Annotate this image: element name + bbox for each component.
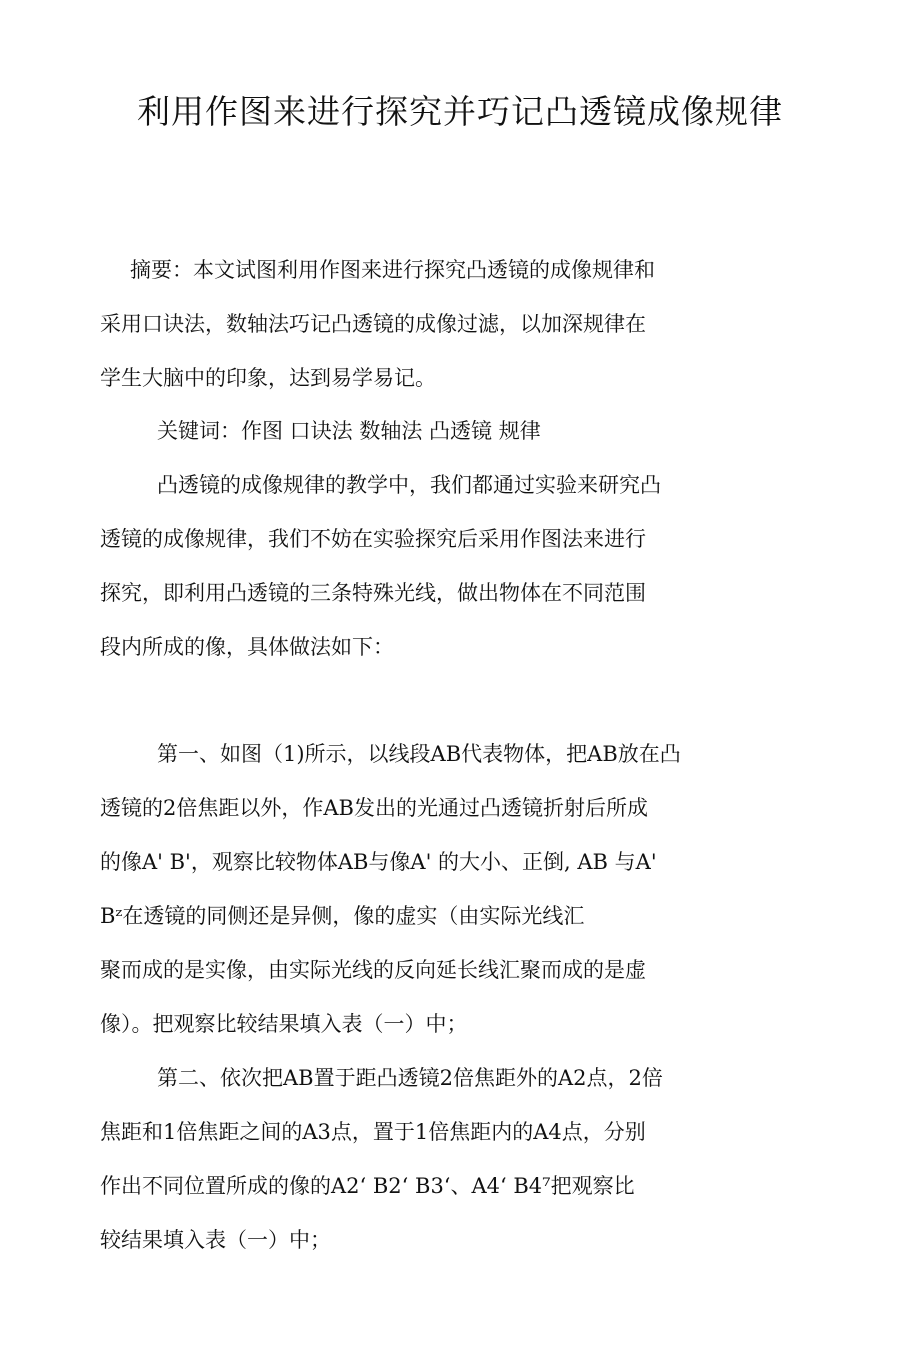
step1-line-2: 透镜的2倍焦距以外，作AB发出的光通过凸透镜折射后所成 bbox=[100, 796, 648, 820]
step2-line-1: 第二、依次把AB置于距凸透镜2倍焦距外的A2点，2倍 bbox=[157, 1066, 663, 1090]
abstract-line-1: 摘要：本文试图利用作图来进行探究凸透镜的成像规律和 bbox=[130, 258, 655, 282]
abstract-line-3: 学生大脑中的印象，达到易学易记。 bbox=[100, 366, 436, 390]
intro-line-4: 段内所成的像，具体做法如下： bbox=[100, 635, 394, 659]
document-title: 利用作图来进行探究并巧记凸透镜成像规律 bbox=[137, 92, 783, 131]
step1-line-3: 的像A' B'，观察比较物体AB与像A' 的大小、正倒, AB 与A' bbox=[100, 850, 657, 874]
step1-line-1: 第一、如图（1)所示，以线段AB代表物体，把AB放在凸 bbox=[157, 742, 681, 766]
step1-line-6: 像）。把观察比较结果填入表（一）中； bbox=[100, 1012, 468, 1036]
step2-line-4: 较结果填入表（一）中； bbox=[100, 1228, 331, 1252]
step1-line-5: 聚而成的是实像，由实际光线的反向延长线汇聚而成的是虚 bbox=[100, 958, 646, 982]
intro-line-2: 透镜的成像规律，我们不妨在实验探究后采用作图法来进行 bbox=[100, 527, 646, 551]
step1-line-4: Bᶻ在透镜的同侧还是异侧，像的虚实（由实际光线汇 bbox=[100, 904, 585, 928]
abstract-line-2: 采用口诀法，数轴法巧记凸透镜的成像过滤，以加深规律在 bbox=[100, 312, 646, 336]
intro-line-1: 凸透镜的成像规律的教学中，我们都通过实验来研究凸 bbox=[157, 473, 661, 497]
step2-line-2: 焦距和1倍焦距之间的A3点，置于1倍焦距内的A4点，分别 bbox=[100, 1120, 646, 1144]
keywords-line: 关键词：作图 口诀法 数轴法 凸透镜 规律 bbox=[157, 419, 541, 443]
step2-line-3: 作出不同位置所成的像的A2‘ B2‘ B3‘、A4‘ B4⁷把观察比 bbox=[100, 1174, 635, 1198]
intro-line-3: 探究，即利用凸透镜的三条特殊光线，做出物体在不同范围 bbox=[100, 581, 646, 605]
